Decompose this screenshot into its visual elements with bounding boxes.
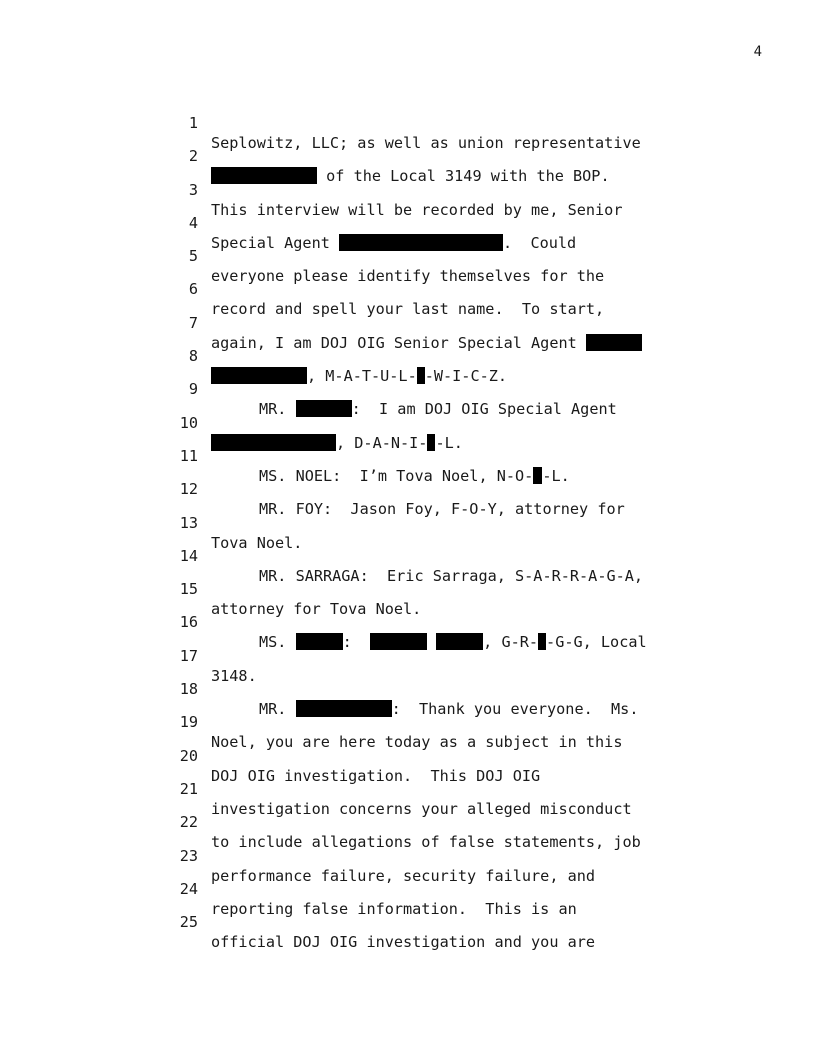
transcript-line bbox=[168, 93, 688, 152]
line-number: 2 bbox=[188, 147, 198, 166]
text-segment: -L. bbox=[542, 466, 570, 485]
line-number: 14 bbox=[179, 546, 198, 565]
text-segment: , D-A-N-I- bbox=[336, 433, 428, 452]
text-segment: -L. bbox=[435, 433, 463, 452]
text-segment: Tova Noel. bbox=[211, 533, 303, 552]
line-number: 8 bbox=[188, 347, 198, 366]
line-number: 25 bbox=[179, 913, 198, 932]
line-number: 11 bbox=[179, 446, 198, 465]
transcript-line bbox=[168, 859, 688, 918]
text-segment: . Could bbox=[503, 233, 577, 252]
text-segment: MS. NOEL: I’m Tova Noel, N-O- bbox=[259, 466, 534, 485]
transcript-line bbox=[168, 326, 688, 386]
line-number: 1 bbox=[188, 114, 198, 132]
line-number: 19 bbox=[179, 713, 198, 732]
line-number: 18 bbox=[179, 680, 198, 699]
text-segment: 3148. bbox=[211, 666, 257, 685]
text-segment: investigation concerns your alleged misconduct bbox=[211, 799, 632, 818]
transcript-line bbox=[168, 559, 688, 619]
line-number: 17 bbox=[179, 646, 198, 665]
transcript-line bbox=[168, 692, 688, 752]
text-segment: to include allegations of false statements, job bbox=[211, 833, 641, 852]
text-segment: This interview will be recorded by me, Senior bbox=[211, 200, 623, 219]
text-segment: : bbox=[342, 633, 371, 652]
line-number: 15 bbox=[179, 580, 198, 599]
transcript-line bbox=[168, 160, 688, 219]
transcript-line bbox=[168, 393, 688, 452]
line-number: 7 bbox=[188, 313, 198, 332]
text-segment: -W-I-C-Z. bbox=[424, 367, 508, 386]
transcript-line bbox=[168, 493, 688, 552]
transcript-line bbox=[168, 592, 688, 652]
text-segment: MR. bbox=[259, 400, 296, 419]
text-segment: : Thank you everyone. Ms. bbox=[391, 700, 639, 719]
line-number: 12 bbox=[179, 480, 198, 499]
line-number: 10 bbox=[179, 413, 198, 432]
line-number: 6 bbox=[188, 280, 198, 299]
text-segment: Seplowitz, LLC; as well as union representative bbox=[211, 134, 641, 152]
text-segment: -G-G, Local bbox=[546, 633, 647, 652]
text-segment: performance failure, security failure, and bbox=[211, 866, 596, 885]
transcript-line bbox=[168, 792, 688, 852]
line-number: 9 bbox=[188, 380, 198, 399]
line-number: 23 bbox=[179, 846, 198, 865]
text-segment: attorney for Tova Noel. bbox=[211, 600, 422, 619]
text-segment: , M-A-T-U-L- bbox=[307, 367, 417, 386]
transcript-line bbox=[168, 726, 688, 785]
text-segment: , G-R- bbox=[483, 633, 539, 652]
line-number: 16 bbox=[179, 613, 198, 632]
line-text bbox=[211, 932, 595, 952]
transcript-line bbox=[168, 226, 688, 286]
text-segment: everyone please identify themselves for the bbox=[211, 267, 605, 286]
line-number: 5 bbox=[188, 247, 198, 266]
line-number: 20 bbox=[179, 746, 198, 765]
text-segment: MS. bbox=[259, 633, 296, 652]
line-number: 24 bbox=[179, 879, 198, 898]
transcript-line bbox=[168, 259, 688, 319]
text-segment: Noel, you are here today as a subject in this bbox=[211, 733, 623, 752]
text-segment: of the Local 3149 with the BOP. bbox=[317, 167, 610, 186]
line-number: 3 bbox=[188, 180, 198, 199]
transcript-line bbox=[168, 526, 688, 585]
text-segment: MR. FOY: Jason Foy, F-O-Y, attorney for bbox=[259, 500, 625, 519]
transcript-line bbox=[168, 293, 688, 352]
text-segment: DOJ OIG investigation. This DOJ OIG bbox=[211, 766, 541, 785]
transcript-line bbox=[168, 459, 688, 519]
line-number: 21 bbox=[179, 779, 198, 798]
transcript bbox=[168, 93, 688, 952]
transcript-line bbox=[168, 759, 688, 818]
text-segment: MR. bbox=[259, 700, 296, 719]
line-number: 4 bbox=[188, 213, 198, 232]
text-segment: Special Agent bbox=[211, 233, 340, 252]
line-number: 13 bbox=[179, 513, 198, 532]
transcript-line bbox=[168, 193, 688, 252]
transcript-line bbox=[168, 359, 688, 419]
transcript-line bbox=[168, 426, 688, 485]
transcript-line bbox=[168, 826, 688, 885]
transcript-line bbox=[168, 659, 688, 719]
text-segment: official DOJ OIG investigation and you are bbox=[211, 933, 596, 952]
transcript-line bbox=[168, 126, 688, 186]
text-segment: again, I am DOJ OIG Senior Special Agent bbox=[211, 333, 586, 352]
text-segment: reporting false information. This is an bbox=[211, 899, 577, 918]
text-segment: record and spell your last name. To start, bbox=[211, 300, 605, 319]
line-number: 22 bbox=[179, 813, 198, 832]
page-number: 4 bbox=[753, 44, 762, 60]
text-segment: MR. SARRAGA: Eric Sarraga, S-A-R-R-A-G-A, bbox=[259, 566, 644, 585]
transcript-line bbox=[168, 892, 688, 952]
text-segment: : I am DOJ OIG Special Agent bbox=[351, 400, 617, 419]
transcript-line bbox=[168, 626, 688, 685]
